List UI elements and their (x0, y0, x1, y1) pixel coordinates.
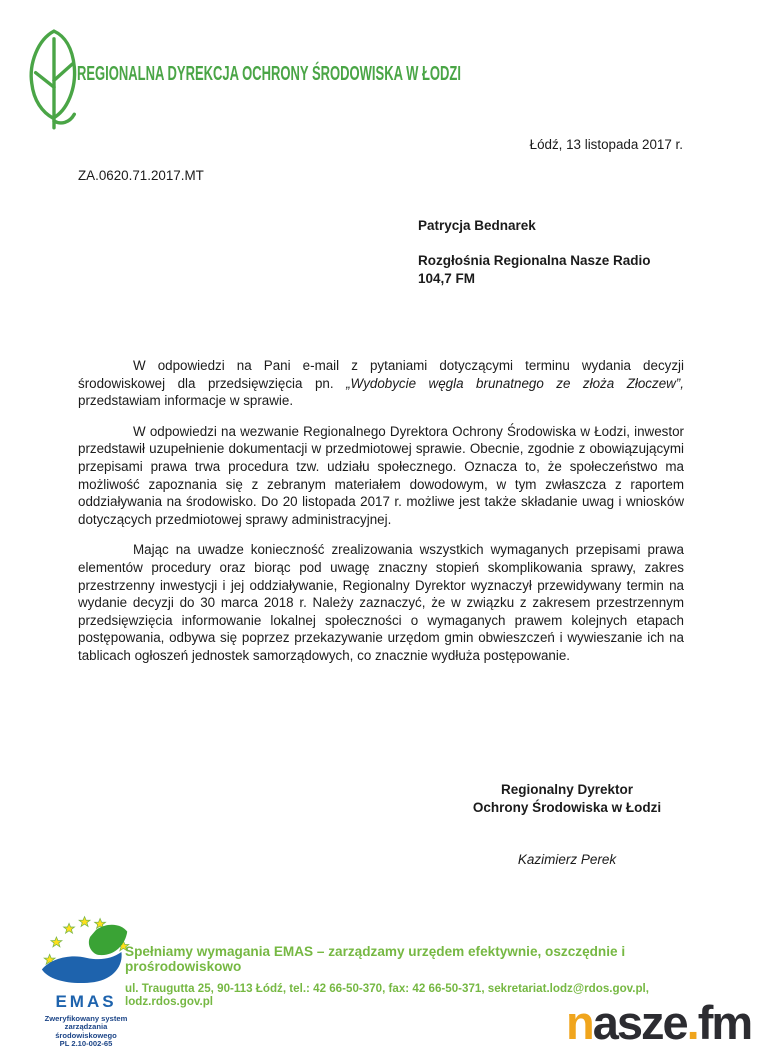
signature-block (422, 781, 712, 869)
signatory-title-line1: Regionalny Dyrektor (500, 782, 634, 797)
nasze-logo-dot: . (686, 996, 698, 1049)
project-title-italic: „Wydobycie węgla brunatnego ze złoża Złoczew”, (346, 375, 684, 391)
rdos-leaf-logo-icon (25, 26, 83, 130)
emas-caption-line1: Zweryfikowany system (44, 1014, 128, 1023)
letter-body (78, 357, 684, 678)
nasze-fm-logo (566, 995, 751, 1050)
emas-caption-line2: zarządzania (64, 1022, 108, 1032)
paragraph-3: Mając na uwadze konieczność zrealizowania wszystkich wymaganych przepisami prawa elementów procedury oraz biorąc pod uwagę znaczny stopień skomplikowania sprawy, zakres przestrzenny inwestycji i jej oddziaływanie, Regionalny Dyrektor wyznaczył przewidywany termin na wydanie decyzji do 30 marca 2018 r. Należy zaznaczyć, że w związku z zakresem przestrzennym przedsięwzięcia informowanie lokalnej społeczności o wymaganych prawem kolejnych etapach postępowania, odbywa się poprzez przekazywanie urzędom gmin obwieszczeń i wywieszanie ich na tablicach ogłoszeń jednostek samorządowych, co znacznie wydłuża postępowanie. (78, 542, 684, 663)
paragraph-1 (78, 357, 684, 410)
nasze-logo-asze: asze (592, 996, 687, 1049)
reference-number: ZA.0620.71.2017.MT (78, 168, 204, 183)
addressee-name: Patrycja Bednarek (418, 218, 536, 233)
emas-wave-icon (41, 952, 121, 983)
nasze-logo-fm: fm (697, 996, 752, 1049)
signatory-name: Kazimierz Perek (517, 852, 617, 867)
org-name: REGIONALNA DYREKCJA OCHRONY ŚRODOWISKA W ŁODZI (77, 63, 461, 85)
emas-stars-wave-leaf-icon (38, 913, 135, 991)
footer-address: ul. Traugutta 25, 90-113 Łódź, tel.: 42 66-50-370, fax: 42 66-50-371, sekretariat.lodz@rdos.gov.pl, lodz.rdos.gov.pl (125, 982, 649, 1008)
paragraph-2: W odpowiedzi na wezwanie Regionalnego Dyrektora Ochrony Środowiska w Łodzi, inwestor przedstawił uzupełnienie dokumentacji w przedmiotowej sprawie. Obecnie, zgodnie z obowiązującymi przepisami prawa trwa procedura tzw. udziału społecznego. Oznacza to, że społeczeństwo ma możliwość zapoznania się z zebranym materiałem dowodowym, w tym zwłaszcza z raportem oddziaływania na środowisko. Do 20 listopada 2017 r. możliwe jest także składanie uwag i wniosków dotyczących przedmiotowej sprawy administracyjnej. (78, 423, 684, 527)
nasze-logo-n: n (566, 996, 593, 1049)
emas-badge (36, 913, 136, 1049)
addressee-block (418, 217, 651, 287)
place-and-date: Łódź, 13 listopada 2017 r. (529, 137, 683, 152)
addressee-frequency: 104,7 FM (418, 270, 476, 286)
emas-caption-line3: środowiskowego (55, 1030, 117, 1040)
emas-caption-line4: PL 2.10-002-65 (59, 1039, 113, 1049)
signatory-title-line2: Ochrony Środowiska w Łodzi (472, 799, 662, 815)
footer-slogan: Spełniamy wymagania EMAS – zarządzamy urzędem efektywnie, oszczędnie i prośrodowiskowo (125, 944, 626, 974)
emas-caption (36, 1015, 136, 1049)
paragraph-1-tail: przedstawiam informacje w sprawie. (78, 393, 294, 409)
emas-label: EMAS (55, 992, 117, 1011)
emas-leaf-icon (88, 925, 126, 955)
paragraph-1-text: W odpowiedzi na Pani e-mail z pytaniami dotyczącymi terminu wydania decyzji środowiskowej dla przedsięwzięcia pn. (78, 358, 684, 391)
addressee-org: Rozgłośnia Regionalna Nasze Radio (418, 253, 651, 268)
